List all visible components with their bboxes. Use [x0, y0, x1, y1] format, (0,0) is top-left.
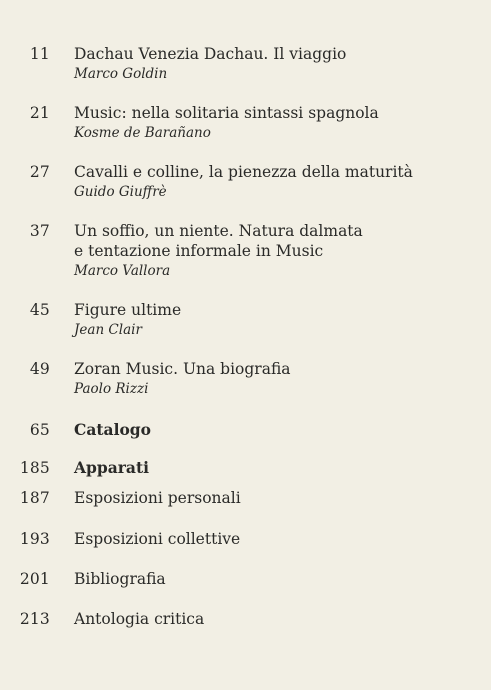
entry-text	[74, 529, 474, 549]
page-number: 21	[29, 104, 50, 122]
entry-title-line-1: Un soffio, un niente. Natura dalmata	[74, 222, 363, 240]
entry-title: Apparati	[74, 458, 150, 477]
page-number: 49	[29, 360, 50, 378]
entry-author: Kosme de Barañano	[74, 125, 211, 141]
page-number: 65	[29, 421, 50, 439]
page-number: 185	[19, 459, 50, 477]
entry-title: Bibliografia	[74, 570, 166, 588]
entry-author: Marco Vallora	[74, 263, 171, 279]
entry-title: Cavalli e colline, la pienezza della maturità	[74, 163, 413, 181]
entry-title: Esposizioni collettive	[74, 530, 241, 548]
entry-title: Figure ultime	[74, 301, 182, 319]
page-number: 45	[29, 301, 50, 319]
page-number: 213	[19, 610, 50, 628]
page-number: 11	[29, 45, 50, 63]
entry-author: Guido Giuffrè	[74, 184, 167, 200]
entry-text	[74, 300, 474, 340]
page-number: 27	[29, 163, 50, 181]
entry-author: Paolo Rizzi	[74, 381, 149, 397]
entry-text	[74, 569, 474, 589]
entry-text	[74, 359, 474, 399]
entry-text	[74, 103, 474, 143]
entry-title-line-2: e tentazione informale in Music	[74, 242, 324, 260]
page-number: 37	[29, 222, 50, 240]
page-number: 201	[19, 570, 50, 588]
entry-author: Jean Clair	[74, 322, 142, 338]
entry-author: Marco Goldin	[74, 66, 168, 82]
entry-text	[74, 488, 474, 508]
entry-title: Music: nella solitaria sintassi spagnola	[74, 104, 379, 122]
entry-text	[74, 44, 474, 84]
entry-title: Zoran Music. Una biografia	[74, 360, 291, 378]
entry-text	[74, 221, 474, 281]
entry-title: Antologia critica	[74, 610, 205, 628]
page-number: 187	[19, 489, 50, 507]
page-number: 193	[19, 530, 50, 548]
entry-text	[74, 458, 474, 478]
entry-title: Dachau Venezia Dachau. Il viaggio	[74, 45, 347, 63]
entry-text	[74, 609, 474, 629]
entry-text	[74, 420, 474, 440]
entry-title: Esposizioni personali	[74, 489, 241, 507]
entry-text	[74, 162, 474, 202]
entry-title: Catalogo	[74, 420, 151, 439]
